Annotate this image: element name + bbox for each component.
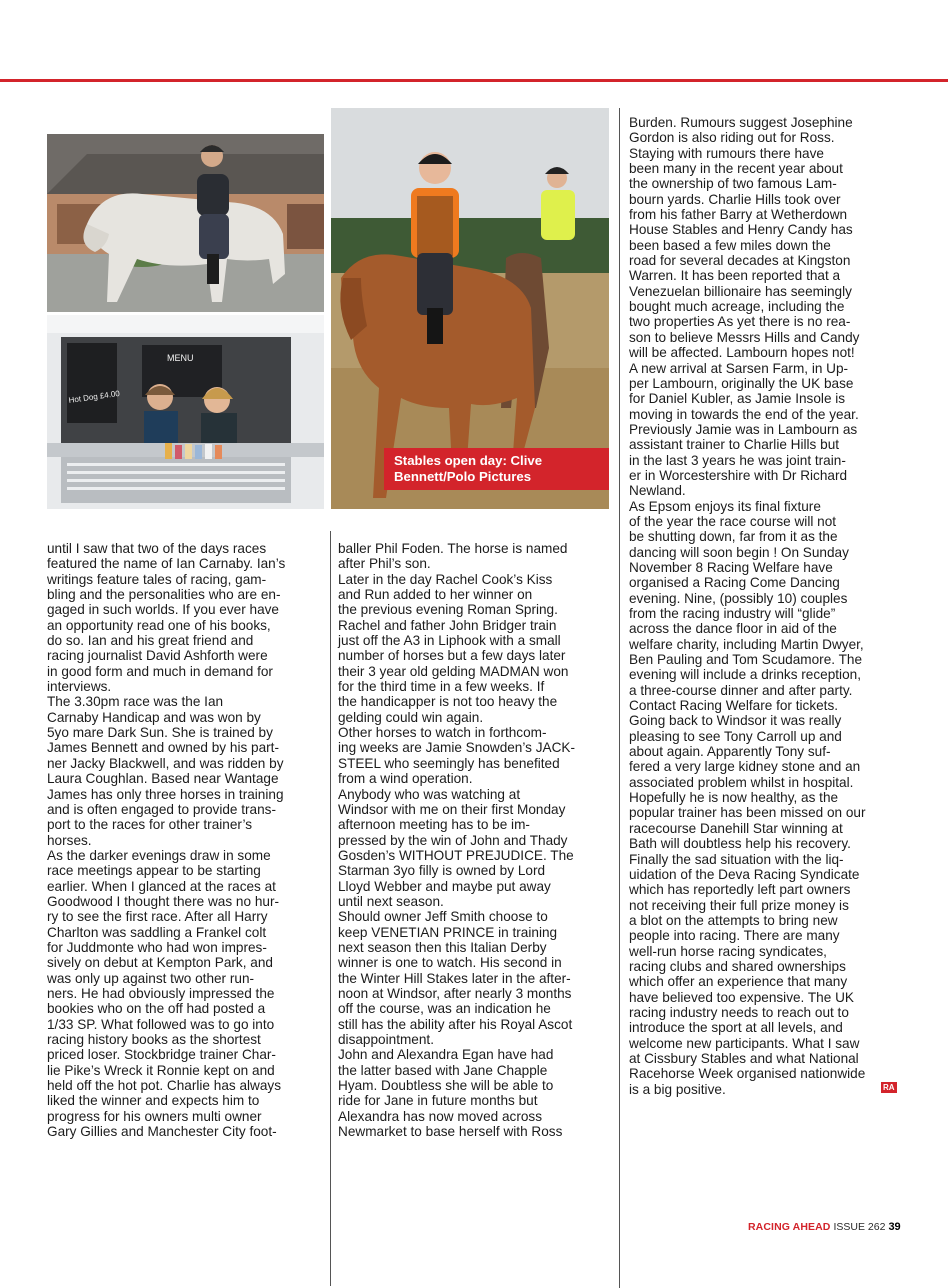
article-line: do so. Ian and his great friend and bbox=[47, 633, 254, 649]
article-line: Newmarket to base herself with Ross bbox=[338, 1124, 563, 1140]
article-line: evening. Nine, (possibly 10) couples bbox=[629, 590, 848, 606]
article-line: winner is one to watch. His second in bbox=[338, 955, 562, 971]
article-line: after Phil’s son. bbox=[338, 556, 431, 572]
article-line: held off the hot pot. Charlie has always bbox=[47, 1078, 282, 1094]
article-line: road for several decades at Kingston bbox=[629, 253, 851, 269]
photo-rider-on-grey-horse bbox=[47, 134, 324, 312]
article-line: Lloyd Webber and maybe put away bbox=[338, 878, 551, 894]
article-line: about again. Apparently Tony suf- bbox=[629, 744, 831, 760]
article-line: just off the A3 in Liphook with a small bbox=[338, 633, 561, 649]
article-line: the Winter Hill Stakes later in the after- bbox=[338, 970, 571, 986]
article-line: Burden. Rumours suggest Josephine bbox=[629, 115, 853, 130]
article-column-3 bbox=[629, 115, 901, 1097]
article-line: will be affected. Lambourn hopes not! bbox=[629, 345, 855, 361]
article-line: Finally the sad situation with the liq- bbox=[629, 851, 844, 867]
article-line: the handicapper is not too heavy the bbox=[338, 694, 558, 710]
article-line: John and Alexandra Egan have had bbox=[338, 1047, 554, 1063]
article-line: Bath will doubtless help his recovery. bbox=[629, 836, 851, 852]
article-line: James Bennett and owned by his part- bbox=[47, 740, 279, 756]
article-line: sively on debut at Kempton Park, and bbox=[47, 955, 273, 971]
article-column-1 bbox=[47, 541, 323, 1139]
article-line: racing clubs and shared ownerships bbox=[629, 958, 846, 974]
article-line: been based a few miles down the bbox=[629, 237, 831, 253]
article-line: House Stables and Henry Candy has bbox=[629, 222, 853, 238]
article-line: racing history books as the shortest bbox=[47, 1032, 261, 1047]
article-line: been many in the recent year about bbox=[629, 161, 843, 177]
article-line: progress for his owners multi owner bbox=[47, 1108, 262, 1124]
article-line: the latter based with Jane Chapple bbox=[338, 1062, 548, 1078]
article-line: two properties As yet there is no rea- bbox=[629, 314, 851, 330]
article-line: welcome new participants. What I saw bbox=[629, 1035, 860, 1051]
article-line: assistant trainer to Charlie Hills but bbox=[629, 437, 840, 453]
article-line: gaged in such worlds. If you ever have bbox=[47, 602, 279, 618]
article-line: pleasing to see Tony Carroll up and bbox=[629, 728, 842, 744]
article-line: welfare charity, including Martin Dwyer, bbox=[629, 636, 864, 652]
article-line: 5yo mare Dark Sun. She is trained by bbox=[47, 725, 273, 741]
article-line: Warren. It has been reported that a bbox=[629, 268, 841, 284]
article-line: the previous evening Roman Spring. bbox=[338, 602, 558, 618]
article-line: Should owner Jeff Smith choose to bbox=[338, 909, 548, 925]
column-divider-2 bbox=[619, 108, 620, 1288]
article-line: keep VENETIAN PRINCE in training bbox=[338, 924, 558, 940]
article-line: Windsor with me on their first Monday bbox=[338, 801, 566, 817]
article-line: is a big positive. RA bbox=[629, 1081, 895, 1097]
article-line: uidation of the Deva Racing Syndicate bbox=[629, 866, 860, 882]
article-line: Going back to Windsor it was really bbox=[629, 713, 842, 729]
article-line: which offer an experience that many bbox=[629, 974, 848, 990]
article-line: er in Worcestershire with Dr Richard bbox=[629, 467, 848, 483]
article-line: dancing will soon begin ! On Sunday bbox=[629, 544, 849, 560]
article-line: Hyam. Doubtless she will be able to bbox=[338, 1078, 554, 1094]
article-line: son to believe Messrs Hills and Candy bbox=[629, 329, 860, 345]
article-line: an opportunity read one of his books, bbox=[47, 617, 271, 633]
top-red-rule bbox=[0, 79, 948, 82]
article-line: liked the winner and expects him to bbox=[47, 1093, 260, 1109]
article-line: from a wind operation. bbox=[338, 771, 473, 787]
article-line: from the racing industry will “glide” bbox=[629, 606, 836, 621]
article-line: at Cissbury Stables and what National bbox=[629, 1050, 859, 1066]
article-line: for Daniel Kubler, as Jamie Insole is bbox=[629, 391, 846, 407]
article-line: November 8 Racing Welfare have bbox=[629, 559, 833, 575]
article-line: racecourse Danehill Star winning at bbox=[629, 820, 843, 836]
article-line: A new arrival at Sarsen Farm, in Up- bbox=[629, 360, 849, 376]
article-line: bookies who on the off had posted a bbox=[47, 1001, 266, 1017]
article-line: writings feature tales of racing, gam- bbox=[47, 571, 267, 587]
article-line: bought much acreage, including the bbox=[629, 299, 845, 315]
photo-food-van bbox=[47, 315, 324, 509]
article-line: ride for Jane in future months but bbox=[338, 1093, 538, 1109]
article-line: was only up against two other run- bbox=[47, 970, 255, 986]
article-line: Venezuelan billionaire has seemingly bbox=[629, 283, 852, 299]
article-line: associated problem whilst in hospital. bbox=[629, 774, 854, 790]
article-line: The 3.30pm race was the Ian bbox=[47, 694, 224, 710]
article-line: which has reportedly left part owners bbox=[629, 882, 851, 898]
article-line: their 3 year old gelding MADMAN won bbox=[338, 663, 569, 679]
article-line: disappointment. bbox=[338, 1032, 434, 1047]
van-menu-title: MENU bbox=[167, 353, 194, 363]
article-line: 1/33 SP. What followed was to go into bbox=[47, 1016, 275, 1032]
article-line: for Juddmonte who had won impres- bbox=[47, 939, 267, 955]
photo-caption-line-1: Stables open day: Clive bbox=[394, 453, 543, 468]
article-line: bourn yards. Charlie Hills took over bbox=[629, 191, 841, 207]
article-line: per Lambourn, originally the UK base bbox=[629, 375, 854, 391]
article-line: earlier. When I glanced at the races at bbox=[47, 878, 276, 894]
article-line: and is often engaged to provide trans- bbox=[47, 801, 276, 817]
article-line: Gosden’s WITHOUT PREJUDICE. The bbox=[338, 847, 574, 863]
article-line: As the darker evenings draw in some bbox=[47, 847, 271, 863]
article-line: for the third time in a few weeks. If bbox=[338, 679, 545, 695]
article-line: Previously Jamie was in Lambourn as bbox=[629, 421, 858, 437]
article-line: Other horses to watch in forthcom- bbox=[338, 725, 547, 741]
article-line: Racehorse Week organised nationwide bbox=[629, 1066, 866, 1082]
article-line: of the year the race course will not bbox=[629, 513, 837, 529]
article-line: be shutting down, far from it as the bbox=[629, 529, 838, 545]
article-line: Contact Racing Welfare for tickets. bbox=[629, 698, 839, 714]
footer-issue: ISSUE 262 bbox=[833, 1221, 886, 1233]
article-line: STEEL who seemingly has benefited bbox=[338, 755, 560, 771]
article-line: Newland. bbox=[629, 483, 686, 499]
article-line: Alexandra has now moved across bbox=[338, 1108, 543, 1124]
article-line: Laura Coughlan. Based near Wantage bbox=[47, 771, 279, 787]
article-line: lie Pike’s Wreck it Ronnie kept on and bbox=[47, 1062, 275, 1078]
article-line: well-run horse racing syndicates, bbox=[629, 943, 827, 959]
article-line: Charlton was saddling a Frankel colt bbox=[47, 924, 267, 940]
article-line: across the dance floor in aid of the bbox=[629, 621, 837, 637]
column-divider-1 bbox=[330, 531, 331, 1286]
article-line: a three-course dinner and after party. bbox=[629, 682, 853, 698]
article-line: ing weeks are Jamie Snowden’s JACK- bbox=[338, 740, 575, 756]
article-line: in good form and much in demand for bbox=[47, 663, 273, 679]
article-line: racing industry needs to reach out to bbox=[629, 1004, 849, 1020]
footer-page-number: 39 bbox=[888, 1221, 901, 1233]
article-line: have believed too expensive. The UK bbox=[629, 989, 854, 1005]
article-line: organised a Racing Come Dancing bbox=[629, 575, 840, 591]
article-line: still has the ability after his Royal Ascot bbox=[338, 1016, 573, 1032]
article-line: Ben Pauling and Tom Scudamore. The bbox=[629, 652, 863, 668]
article-line: bling and the personalities who are en- bbox=[47, 587, 281, 603]
van-menu-hotdog: Hot Dog £4.00 bbox=[68, 388, 121, 405]
article-line: baller Phil Foden. The horse is named bbox=[338, 541, 568, 556]
article-line: Rachel and father John Bridger train bbox=[338, 617, 557, 633]
article-line: James has only three horses in training bbox=[47, 786, 284, 802]
article-line: Goodwood I thought there was no hur- bbox=[47, 893, 279, 909]
article-line: priced loser. Stockbridge trainer Char- bbox=[47, 1047, 276, 1063]
article-line: popular trainer has been missed on our bbox=[629, 805, 866, 821]
article-line: evening will include a drinks reception, bbox=[629, 667, 861, 683]
article-line: ner Jacky Blackwell, and was ridden by bbox=[47, 755, 284, 771]
article-line: until next season. bbox=[338, 893, 444, 909]
article-line: ners. He had obviously impressed the bbox=[47, 985, 275, 1001]
article-line: racing journalist David Ashforth were bbox=[47, 648, 268, 664]
article-line: As Epsom enjoys its final fixture bbox=[629, 498, 821, 514]
article-line: noon at Windsor, after nearly 3 months bbox=[338, 985, 572, 1001]
article-line: port to the races for other trainer’s bbox=[47, 817, 253, 833]
article-line: people into racing. There are many bbox=[629, 928, 840, 944]
article-line: ry to see the first race. After all Harry bbox=[47, 909, 268, 925]
article-line: horses. bbox=[47, 832, 92, 848]
photo-caption bbox=[384, 448, 609, 490]
article-line: from his father Barry at Wetherdown bbox=[629, 207, 848, 223]
article-line: off the course, was an indication he bbox=[338, 1001, 551, 1017]
article-line: fered a very large kidney stone and an bbox=[629, 759, 861, 775]
article-line: Anybody who was watching at bbox=[338, 786, 521, 802]
article-line: until I saw that two of the days races bbox=[47, 541, 267, 556]
article-line: next season then this Italian Derby bbox=[338, 939, 547, 955]
article-line: Starman 3yo filly is owned by Lord bbox=[338, 863, 546, 879]
page-footer bbox=[748, 1221, 901, 1233]
article-line: Staying with rumours there have bbox=[629, 145, 824, 161]
article-line: Carnaby Handicap and was won by bbox=[47, 709, 261, 725]
article-column-2 bbox=[338, 541, 608, 1139]
article-line: moving in towards the end of the year. bbox=[629, 406, 859, 422]
article-line: afternoon meeting has to be im- bbox=[338, 817, 530, 833]
photo-caption-line-2: Bennett/Polo Pictures bbox=[394, 469, 532, 484]
article-line: race meetings appear to be starting bbox=[47, 863, 261, 879]
article-line: not receiving their full prize money is bbox=[629, 897, 849, 913]
article-line: the ownership of two famous Lam- bbox=[629, 176, 837, 192]
article-line: in the last 3 years he was joint train- bbox=[629, 452, 846, 468]
article-line: gelding could win again. bbox=[338, 709, 484, 725]
article-line: a blot on the attempts to bring new bbox=[629, 912, 838, 928]
article-line: Hopefully he is now healthy, as the bbox=[629, 790, 839, 806]
footer-magazine-name: RACING AHEAD bbox=[748, 1221, 831, 1233]
article-line: Gary Gillies and Manchester City foot- bbox=[47, 1124, 277, 1140]
article-line: number of horses but a few days later bbox=[338, 648, 566, 664]
article-line: Later in the day Rachel Cook’s Kiss bbox=[338, 571, 553, 587]
article-line: featured the name of Ian Carnaby. Ian’s bbox=[47, 556, 286, 572]
article-line: interviews. bbox=[47, 679, 112, 695]
ra-end-badge: RA bbox=[883, 1082, 895, 1092]
article-line: pressed by the win of John and Thady bbox=[338, 832, 568, 848]
article-line: introduce the sport at all levels, and bbox=[629, 1020, 843, 1036]
article-line: Gordon is also riding out for Ross. bbox=[629, 130, 835, 146]
article-line: and Run added to her winner on bbox=[338, 587, 533, 603]
